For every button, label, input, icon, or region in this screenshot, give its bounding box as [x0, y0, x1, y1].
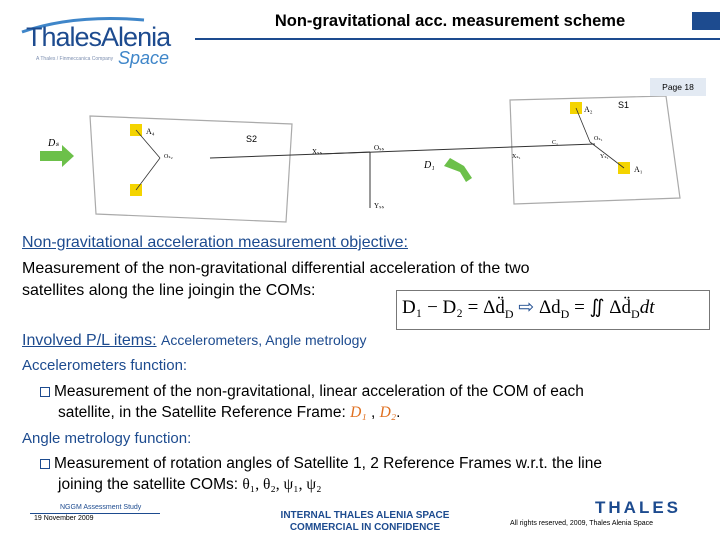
- angle-heading: Angle metrology function:: [22, 430, 192, 447]
- footer-date: 19 November 2009: [34, 515, 94, 522]
- header-accent-bar: [692, 12, 720, 30]
- checkbox-bullet-icon: [40, 387, 50, 397]
- thales-logo: THALES: [595, 498, 681, 517]
- accel-bullet-line-1: Measurement of the non-gravitational, linear acceleration of the COM of each: [40, 383, 584, 401]
- label-a1: A₁: [634, 165, 643, 174]
- accel-d2: D₂: [379, 404, 397, 421]
- footer-confidentiality: INTERNAL THALES ALENIA SPACE COMMERCIAL IN CONFIDENCE: [280, 510, 450, 533]
- angle-symbols: θ₁, θ₂, ψ₁, ψ₂: [242, 476, 322, 493]
- footer-divider: [30, 513, 160, 514]
- objective-heading: Non-gravitational acceleration measurement objective:: [22, 234, 408, 251]
- formula-lhs-sub: D: [504, 306, 514, 321]
- formula-mid-sub: D: [560, 306, 570, 321]
- x-ss-axis: [320, 152, 370, 154]
- header-divider: [195, 38, 720, 40]
- label-o-s1: Oₛ₁: [594, 136, 603, 142]
- formula-rhs-sub: D: [631, 306, 640, 321]
- label-a2: A₂: [584, 105, 593, 114]
- label-c1: C₁: [552, 140, 559, 146]
- angle-bullet-line-1: Measurement of rotation angles of Satellite 1, 2 Reference Frames w.r.t. the line: [40, 455, 602, 473]
- formula-lhs: D₁ − D₂ = Δd̈: [402, 297, 505, 318]
- logo-tagline: A Thales / Finmeccanica Company: [36, 56, 114, 62]
- page-number: Page 18: [650, 78, 706, 96]
- formula-rhs-tail: dt: [639, 297, 655, 318]
- logo-wordmark: ThalesAlenia: [26, 22, 171, 52]
- involved-heading: Involved P/L items:: [22, 332, 157, 349]
- satellite-2-frame: [90, 116, 292, 222]
- label-d-s: Dₛ: [48, 138, 59, 149]
- involved-items: Accelerometers, Angle metrology: [161, 332, 367, 348]
- label-s2: S2: [246, 134, 258, 144]
- label-y-s1: Yₛ₁: [600, 154, 609, 160]
- accel-d1: D₁: [350, 404, 367, 421]
- label-o-ss: Oₛₛ: [374, 144, 385, 152]
- involved-line: [22, 332, 366, 350]
- label-a4: A₄: [146, 127, 155, 136]
- d1-green-arrow: [444, 158, 472, 182]
- formula-arrow: ⇨: [518, 297, 535, 318]
- angle-bullet-line-2: joining the satellite COMs: θ₁, θ₂, ψ₁, ψ₂: [58, 476, 322, 493]
- objective-line-2: satellites along the line joingin the COMs:: [22, 282, 316, 299]
- checkbox-bullet-icon: [40, 459, 50, 469]
- accel-bullet-line-2: satellite, in the Satellite Reference Frame: D₁ , D₂.: [58, 404, 401, 421]
- label-y-ss: Yₛₛ: [374, 202, 385, 210]
- label-d1: D₁: [424, 160, 435, 171]
- formula-mid: Δd: [538, 297, 561, 318]
- label-x-s1: Xₛ₁: [512, 154, 521, 160]
- satellite-scheme-diagram: [40, 96, 720, 228]
- label-x-ss: Xₛₛ: [312, 148, 323, 156]
- footer-rights: All rights reserved, 2009, Thales Alenia Space: [510, 520, 654, 527]
- formula-eq: = ∬ Δd̈: [569, 297, 632, 318]
- footer-study: NGGM Assessment Study: [60, 504, 142, 511]
- slide-title: Non-gravitational acc. measurement scheme: [274, 12, 626, 30]
- differential-formula: [402, 296, 654, 322]
- accel-heading: Accelerometers function:: [22, 357, 188, 374]
- logo-space-word: Space: [118, 48, 170, 68]
- satellite-1-frame: [510, 96, 680, 204]
- objective-line-1: Measurement of the non-gravitational differential acceleration of the two: [22, 260, 530, 277]
- label-o-s2: Oₛ₂: [164, 154, 173, 160]
- label-s1: S1: [618, 100, 630, 110]
